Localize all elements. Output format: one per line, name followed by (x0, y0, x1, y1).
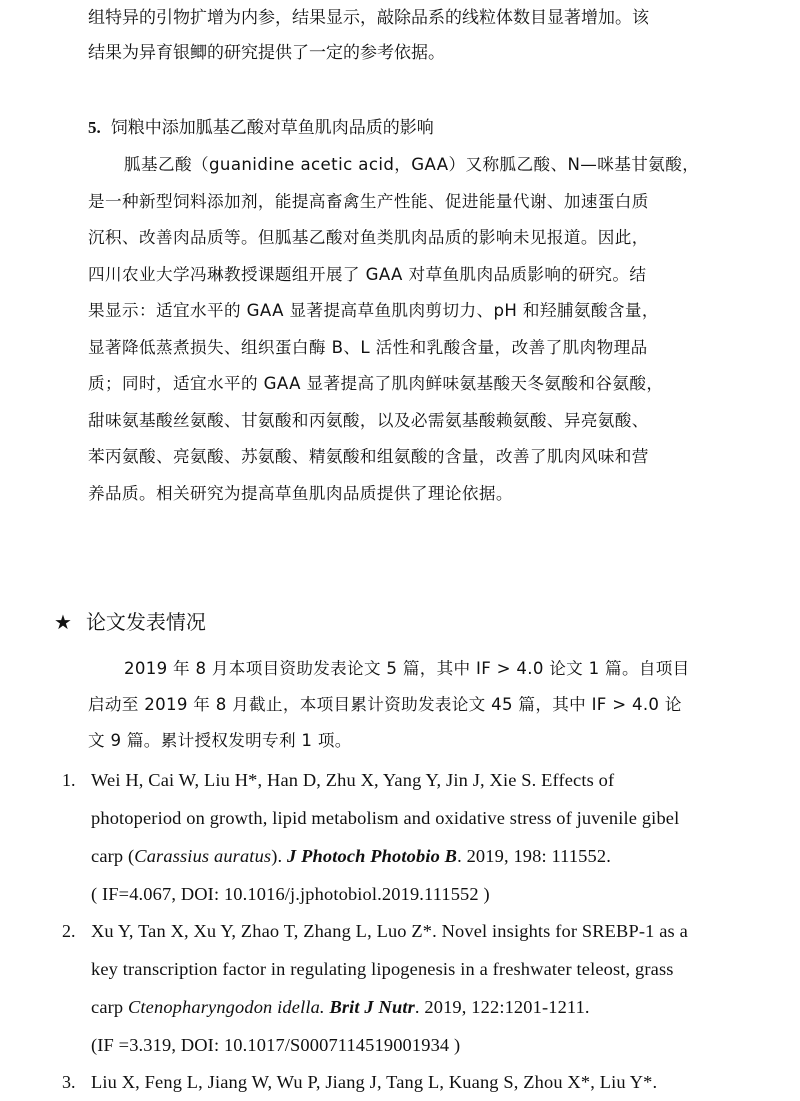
star-icon: ★ (54, 610, 72, 634)
reference-line: photoperiod on growth, lipid metabolism and oxidative stress of juvenile gibel (91, 808, 680, 828)
journal-name: Brit J Nutr (329, 997, 415, 1017)
section-5-heading (88, 113, 434, 138)
section-title: 饲粮中添加胍基乙酸对草鱼肌肉品质的影响 (110, 118, 434, 138)
reference-line (91, 846, 611, 867)
ref-text: ). (271, 846, 288, 866)
reference-number: 1. (62, 770, 76, 790)
body-line: 甜味氨基酸丝氨酸、甘氨酸和丙氨酸，以及必需氨基酸赖氨酸、异亮氨酸、 (88, 410, 649, 430)
ref-text: carp ( (91, 846, 135, 866)
body-line: 是一种新型饲料添加剂，能提高畜禽生产性能、促进能量代谢、加速蛋白质 (88, 191, 649, 211)
intro-line-2: 结果为异育银鲫的研究提供了一定的参考依据。 (88, 43, 445, 63)
publications-heading (54, 606, 206, 635)
species-name: Carassius auratus (134, 846, 272, 866)
body-line: 养品质。相关研究为提高草鱼肌肉品质提供了理论依据。 (88, 483, 513, 503)
body-line: 四川农业大学冯琳教授课题组开展了 GAA 对草鱼肌肉品质影响的研究。结 (88, 264, 647, 284)
publications-title: 论文发表情况 (85, 610, 206, 634)
reference-line: Wei H, Cai W, Liu H*, Han D, Zhu X, Yang Y, Jin J, Xie S. Effects of (91, 770, 615, 790)
body-line: 果显示：适宜水平的 GAA 显著提高草鱼肌肉剪切力、pH 和羟脯氨酸含量， (88, 301, 659, 320)
body-line: 苯丙氨酸、亮氨酸、苏氨酸、精氨酸和组氨酸的含量，改善了肌肉风味和营 (88, 447, 649, 466)
reference-line (91, 997, 590, 1018)
ref-text: . 2019, 198: 111552. (457, 846, 611, 866)
reference-number: 2. (62, 921, 76, 941)
section-number: 5. (88, 118, 101, 137)
body-line: 沉积、改善肉品质等。但胍基乙酸对鱼类肌肉品质的影响未见报道。因此， (88, 228, 649, 247)
summary-line: 启动至 2019 年 8 月截止，本项目累计资助发表论文 45 篇，其中 IF > 4.0 论 (88, 695, 682, 714)
reference-impact-doi: ( IF=4.067, DOI: 10.1016/j.jphotobiol.2019.111552 ) (91, 884, 490, 904)
reference-impact-doi: (IF =3.319, DOI: 10.1017/S0007114519001934 ) (91, 1035, 461, 1055)
intro-line-1: 组特异的引物扩增为内参，结果显示，敲除品系的线粒体数目显著增加。该 (88, 8, 649, 28)
summary-line: 文 9 篇。累计授权发明专利 1 项。 (88, 731, 352, 750)
body-line: 胍基乙酸（guanidine acetic acid，GAA）又称胍乙酸、N—咪基甘氨酸， (124, 155, 700, 174)
reference-line: Liu X, Feng L, Jiang W, Wu P, Jiang J, Tang L, Kuang S, Zhou X*, Liu Y*. (91, 1072, 658, 1092)
reference-number: 3. (62, 1072, 76, 1092)
reference-line: key transcription factor in regulating lipogenesis in a freshwater teleost, grass (91, 959, 674, 979)
journal-name: J Photoch Photobio B (287, 846, 458, 866)
body-line: 质；同时，适宜水平的 GAA 显著提高了肌肉鲜味氨基酸天冬氨酸和谷氨酸， (88, 374, 664, 393)
summary-line: 2019 年 8 月本项目资助发表论文 5 篇，其中 IF > 4.0 论文 1 篇。自项目 (124, 659, 690, 678)
species-name: Ctenopharyngodon idella. (128, 997, 325, 1017)
body-line: 显著降低蒸煮损失、组织蛋白酶 B、L 活性和乳酸含量，改善了肌肉物理品 (88, 337, 648, 357)
publications-summary (88, 651, 748, 759)
reference-line: Xu Y, Tan X, Xu Y, Zhao T, Zhang L, Luo Z*. Novel insights for SREBP-1 as a (91, 921, 688, 941)
section-5-body (88, 147, 748, 512)
ref-text: carp (91, 997, 128, 1017)
ref-text: . 2019, 122:1201-1211. (414, 997, 590, 1017)
